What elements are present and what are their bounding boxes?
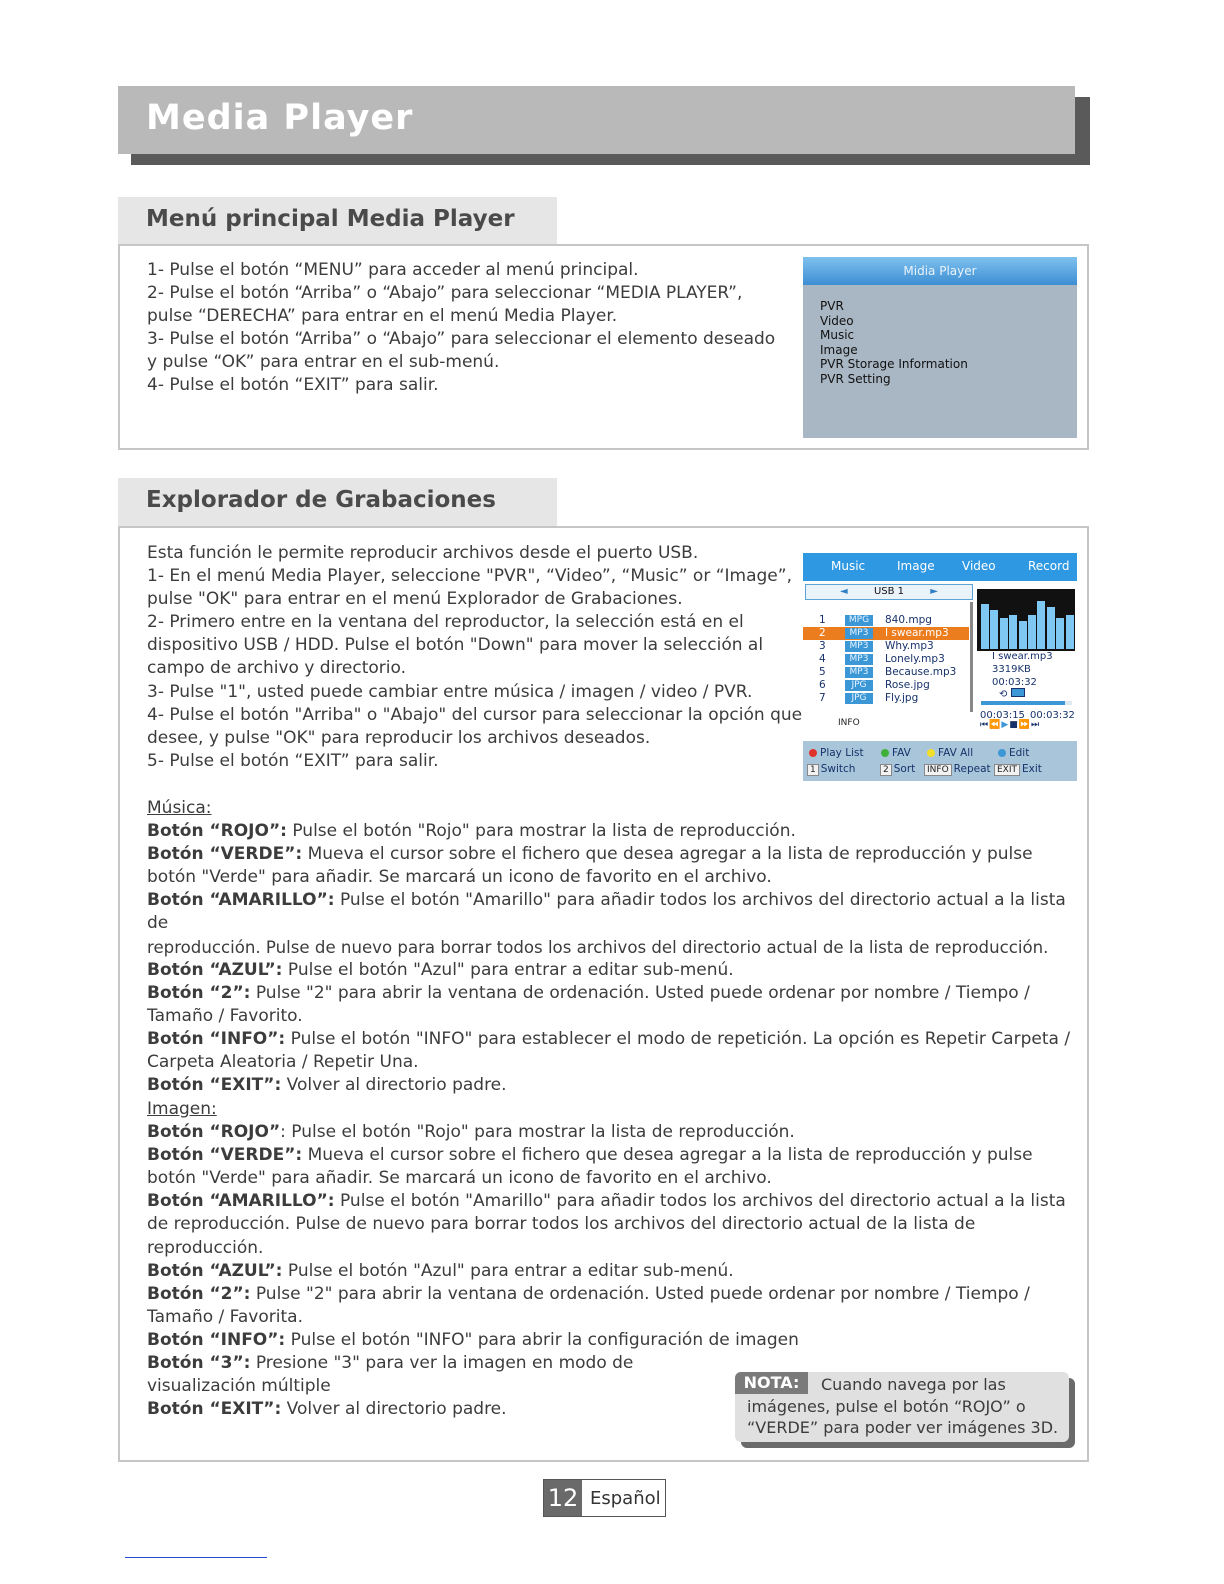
tab-image[interactable]: Image (897, 559, 935, 573)
section-header-explorer (118, 478, 557, 526)
file-number: 4 (819, 653, 826, 665)
button-description: Pulse el botón "Rojo" para mostrar la lista de reproducción. (286, 821, 796, 842)
text-line: 3- Pulse el botón “Arriba” o “Abajo” para seleccionar el elemento deseado (147, 329, 776, 350)
button-description: Pulse el botón "Amarillo" para añadir todos los archivos del directorio actual a la lista de (147, 890, 1066, 934)
text-line (147, 959, 1092, 982)
file-row[interactable] (803, 653, 969, 666)
button-description: Pulse el botón "Azul" para entrar a editar sub-menú. (282, 1260, 734, 1281)
file-row[interactable] (803, 666, 969, 679)
key-hint-label: Play List (820, 747, 864, 759)
usb-selector[interactable] (805, 584, 973, 600)
button-name: Botón “EXIT”: (147, 1399, 282, 1420)
fast-forward-icon[interactable]: ⏩ (1018, 720, 1031, 730)
spectrum-bar (1037, 601, 1045, 649)
file-number: 5 (819, 666, 826, 678)
play-icon[interactable]: ▶ (1001, 720, 1010, 730)
explorer-tabs (803, 553, 1077, 581)
text-line (147, 1190, 1092, 1213)
menu-item[interactable]: Music (820, 328, 855, 342)
repeat-icon: ⟲ (999, 688, 1025, 700)
button-description: visualización múltiple (147, 1376, 331, 1397)
key-hint-label: Repeat (953, 763, 991, 775)
file-list (803, 602, 973, 732)
button-name: Botón “AMARILLO”: (147, 890, 335, 911)
text-line: 2- Primero entre en la ventana del reproductor, la selección está en el (147, 612, 744, 633)
progress-fill (981, 701, 1065, 705)
button-description: de reproducción. Pulse de nuevo para borrar todos los archivos del directorio actual de la lista de (147, 1214, 976, 1235)
tab-record[interactable]: Record (1028, 559, 1070, 573)
key-hint-1 (807, 763, 855, 776)
spectrum-bar (990, 610, 998, 649)
key-hint-label: FAV (892, 747, 911, 759)
spectrum-bar (1056, 618, 1064, 649)
explorer-screenshot (803, 553, 1077, 781)
file-row-selected[interactable] (803, 627, 969, 640)
file-number: 7 (819, 692, 826, 704)
button-description: Pulse "2" para abrir la ventana de ordenación. Usted puede ordenar por nombre / Tiempo / (250, 1283, 1030, 1304)
text-line: pulse "OK" para entrar en el menú Explorador de Grabaciones. (147, 589, 683, 610)
button-name: Botón “VERDE”: (147, 1145, 303, 1166)
menu-item[interactable]: PVR Storage Information (820, 357, 968, 371)
button-description: Presione "3" para ver la imagen en modo de (250, 1353, 634, 1374)
skip-back-icon[interactable]: ⏮ (980, 720, 990, 730)
playback-controls (980, 720, 1040, 730)
media-player-menu-screenshot (803, 257, 1077, 438)
key-hint-2 (880, 763, 915, 776)
text-line: 1- En el menú Media Player, seleccione "PVR", “Video”, “Music” or “Image”, (147, 566, 792, 587)
button-name: Botón “ROJO”: (147, 821, 287, 842)
total-time: 00:03:32 (1030, 710, 1075, 721)
file-number: 1 (819, 614, 826, 626)
key-hint-yellow (927, 747, 973, 759)
text-line: 4- Pulse el botón "Arriba" o "Abajo" del cursor para seleccionar la opción que (147, 704, 803, 725)
skip-forward-icon[interactable]: ⏭ (1030, 720, 1041, 730)
text-line (147, 1144, 1092, 1167)
text-line: desee, y pulse "OK" para reproducir los archivos deseados. (147, 727, 651, 748)
text-line: Esta función le permite reproducir archivos desde el puerto USB. (147, 543, 699, 563)
page-language: Español (590, 1488, 661, 1509)
text-line: 5- Pulse el botón “EXIT” para salir. (147, 750, 439, 771)
button-description: Carpeta Aleatoria / Repetir Una. (147, 1052, 419, 1073)
now-playing-name: I swear.mp3 (992, 651, 1053, 662)
key-hint-label: Exit (1022, 763, 1042, 775)
menu-screen-title: Midia Player (803, 257, 1077, 285)
menu-screen-list (820, 299, 968, 386)
note-text: Cuando navega por las imágenes, pulse el botón “ROJO” o “VERDE” para poder ver imágenes 3D. (747, 1375, 1059, 1437)
text-line (147, 1074, 1092, 1097)
text-line (147, 866, 1092, 889)
text-line (147, 820, 1092, 843)
title-banner (118, 86, 1075, 154)
file-type-badge: JPG (845, 680, 873, 691)
green-dot-icon (881, 749, 889, 757)
section-title: Menú principal Media Player (146, 206, 515, 232)
key-hint-green (881, 747, 911, 759)
blue-dot-icon (998, 749, 1006, 757)
spectrum-bar (1019, 621, 1027, 649)
button-name: Botón “ROJO” (147, 1122, 281, 1143)
file-number: 3 (819, 640, 826, 652)
music-heading: Música: (147, 798, 212, 818)
menu-item[interactable]: PVR Setting (820, 371, 891, 386)
tab-video[interactable]: Video (962, 559, 996, 573)
button-description: Tamaño / Favorito. (147, 1005, 303, 1026)
text-line (147, 1306, 1092, 1329)
button-name: Botón “AZUL”: (147, 1260, 283, 1281)
text-line: 1- Pulse el botón “MENU” para acceder al menú principal. (147, 260, 639, 280)
spectrum-bar (1066, 615, 1074, 649)
button-description: reproducción. (147, 1237, 264, 1258)
file-name: Because.mp3 (885, 666, 957, 678)
button-description: Pulse el botón "INFO" para abrir la configuración de imagen (285, 1329, 799, 1350)
file-type-badge: MPG (845, 615, 873, 626)
key-hint-exit (994, 763, 1042, 776)
key-hint-label: Switch (820, 763, 856, 775)
spectrum-bar (981, 604, 989, 649)
key-box: 2 (880, 764, 892, 776)
stop-icon[interactable]: ■ (1009, 720, 1019, 730)
button-name: Botón “AZUL”: (147, 959, 283, 980)
info-label: INFO (838, 718, 860, 728)
music-section (147, 797, 1092, 1097)
file-type-badge: MP3 (845, 641, 873, 652)
file-row[interactable] (803, 692, 969, 705)
file-type-badge: MP3 (845, 628, 873, 639)
file-type-badge: MP3 (845, 667, 873, 678)
file-row[interactable] (803, 679, 969, 692)
text-line: pulse “DERECHA” para entrar en el menú Media Player. (147, 306, 618, 327)
button-name: Botón “INFO”: (147, 1329, 286, 1350)
key-hint-red (809, 747, 864, 759)
footer-line (125, 1557, 267, 1558)
button-description: reproducción. Pulse de nuevo para borrar todos los archivos del directorio actual de la lista de reproducción. (147, 937, 1049, 957)
key-hint-blue (998, 747, 1029, 759)
button-description: botón "Verde" para añadir. Se marcará un icono de favorito en el archivo. (147, 867, 772, 888)
text-line (147, 1051, 1092, 1074)
button-name: Botón “VERDE”: (147, 844, 303, 865)
text-line: 3- Pulse "1", usted puede cambiar entre música / imagen / video / PVR. (147, 681, 753, 702)
button-description: Volver al directorio padre. (281, 1399, 507, 1420)
button-description: Pulse el botón "Amarillo" para añadir todos los archivos del directorio actual a la lista (334, 1191, 1066, 1212)
file-name: Fly.jpg (885, 692, 919, 704)
key-hint-label: Edit (1009, 747, 1030, 759)
page-title: Media Player (146, 98, 414, 138)
text-line: 2- Pulse el botón “Arriba” o “Abajo” para seleccionar “MEDIA PLAYER”, (147, 283, 743, 304)
file-list-scrollbar[interactable] (970, 602, 973, 712)
text-line (147, 1121, 1092, 1144)
button-description: Tamaño / Favorita. (147, 1306, 303, 1327)
file-row[interactable] (803, 640, 969, 653)
file-type-badge: MP3 (845, 654, 873, 665)
page-number-box (543, 1479, 666, 1517)
file-type-badge: JPG (845, 693, 873, 704)
key-hint-info (924, 763, 991, 776)
text-line (147, 1260, 1092, 1283)
button-description: Pulse "2" para abrir la ventana de ordenación. Usted puede ordenar por nombre / Tiempo / (250, 982, 1030, 1003)
text-line (147, 936, 1092, 959)
explorer-footer-keys (803, 741, 1077, 781)
button-description: botón "Verde" para añadir. Se marcará un icono de favorito en el archivo. (147, 1168, 772, 1189)
spectrum-bar (1028, 615, 1036, 649)
arrow-right-icon[interactable]: ► (930, 586, 938, 597)
usb-label: USB 1 (873, 586, 905, 597)
text-line: dispositivo USB / HDD. Pulse el botón "Down" para mover la selección al (147, 635, 764, 656)
key-box: INFO (924, 764, 952, 776)
text-line (147, 843, 1092, 866)
button-description: Volver al directorio padre. (281, 1075, 507, 1096)
button-name: Botón “EXIT”: (147, 1075, 282, 1096)
file-number: 2 (819, 627, 826, 639)
text-line (147, 1237, 1092, 1260)
file-number: 6 (819, 679, 826, 691)
progress-bar[interactable] (981, 701, 1072, 705)
text-line (147, 982, 1092, 1005)
text-line: campo de archivo y directorio. (147, 658, 407, 679)
text-line (147, 889, 1092, 935)
button-description: Pulse el botón "INFO" para establecer el modo de repetición. La opción es Repetir Carpeta / (285, 1028, 1071, 1049)
now-playing-duration: 00:03:32 (992, 677, 1037, 688)
file-name: 840.mpg (885, 614, 932, 626)
spectrum-visualizer (977, 589, 1075, 651)
button-name: Botón “3”: (147, 1353, 251, 1374)
file-row[interactable] (803, 614, 969, 627)
menu-item[interactable]: Image (820, 342, 858, 357)
text-line (147, 1167, 1092, 1190)
section-title: Explorador de Grabaciones (146, 487, 496, 513)
key-hint-label: FAV All (938, 747, 974, 759)
now-playing-size: 3319KB (992, 664, 1031, 675)
page-number: 12 (544, 1480, 582, 1516)
section-header-main-menu (118, 197, 557, 245)
spectrum-bar (1000, 618, 1008, 649)
arrow-left-icon[interactable]: ◄ (840, 586, 848, 597)
file-name: I swear.mp3 (885, 627, 949, 639)
image-heading: Imagen: (147, 1099, 217, 1119)
button-description: Mueva el cursor sobre el fichero que desea agregar a la lista de reproducción y pulse (302, 844, 1033, 865)
spectrum-bar (1047, 607, 1055, 649)
button-name: Botón “AMARILLO”: (147, 1191, 335, 1212)
yellow-dot-icon (927, 749, 935, 757)
button-description: Pulse el botón "Azul" para entrar a editar sub-menú. (282, 959, 734, 980)
section2-intro-text (147, 542, 817, 773)
text-line: 4- Pulse el botón “EXIT” para salir. (147, 375, 439, 396)
text-line: y pulse “OK” para entrar en el sub-menú. (147, 352, 500, 373)
file-name: Rose.jpg (885, 679, 930, 691)
rewind-icon[interactable]: ⏪ (989, 720, 1002, 730)
text-line (147, 1213, 1092, 1236)
file-name: Lonely.mp3 (885, 653, 945, 665)
key-box: EXIT (994, 764, 1020, 776)
tab-music[interactable]: Music (831, 559, 866, 573)
text-line (147, 1283, 1092, 1306)
button-description: : Pulse el botón "Rojo" para mostrar la lista de reproducción. (280, 1122, 795, 1143)
text-line (147, 1329, 1092, 1352)
section1-text (147, 259, 787, 398)
spectrum-bar (1009, 615, 1017, 649)
file-name: Why.mp3 (885, 640, 934, 652)
note-box (735, 1372, 1069, 1442)
button-description: Mueva el cursor sobre el fichero que desea agregar a la lista de reproducción y pulse (302, 1145, 1033, 1166)
button-name: Botón “INFO”: (147, 1028, 286, 1049)
key-hint-label: Sort (893, 763, 916, 775)
elapsed-time: 00:03:15 (980, 710, 1025, 721)
red-dot-icon (809, 749, 817, 757)
menu-item[interactable]: PVR (820, 299, 844, 313)
button-name: Botón “2”: (147, 1283, 251, 1304)
key-box: 1 (807, 764, 819, 776)
note-tag: NOTA: (735, 1372, 808, 1394)
text-line (147, 1028, 1092, 1051)
button-name: Botón “2”: (147, 982, 251, 1003)
menu-item[interactable]: Video (820, 313, 854, 328)
text-line (147, 1005, 1092, 1028)
